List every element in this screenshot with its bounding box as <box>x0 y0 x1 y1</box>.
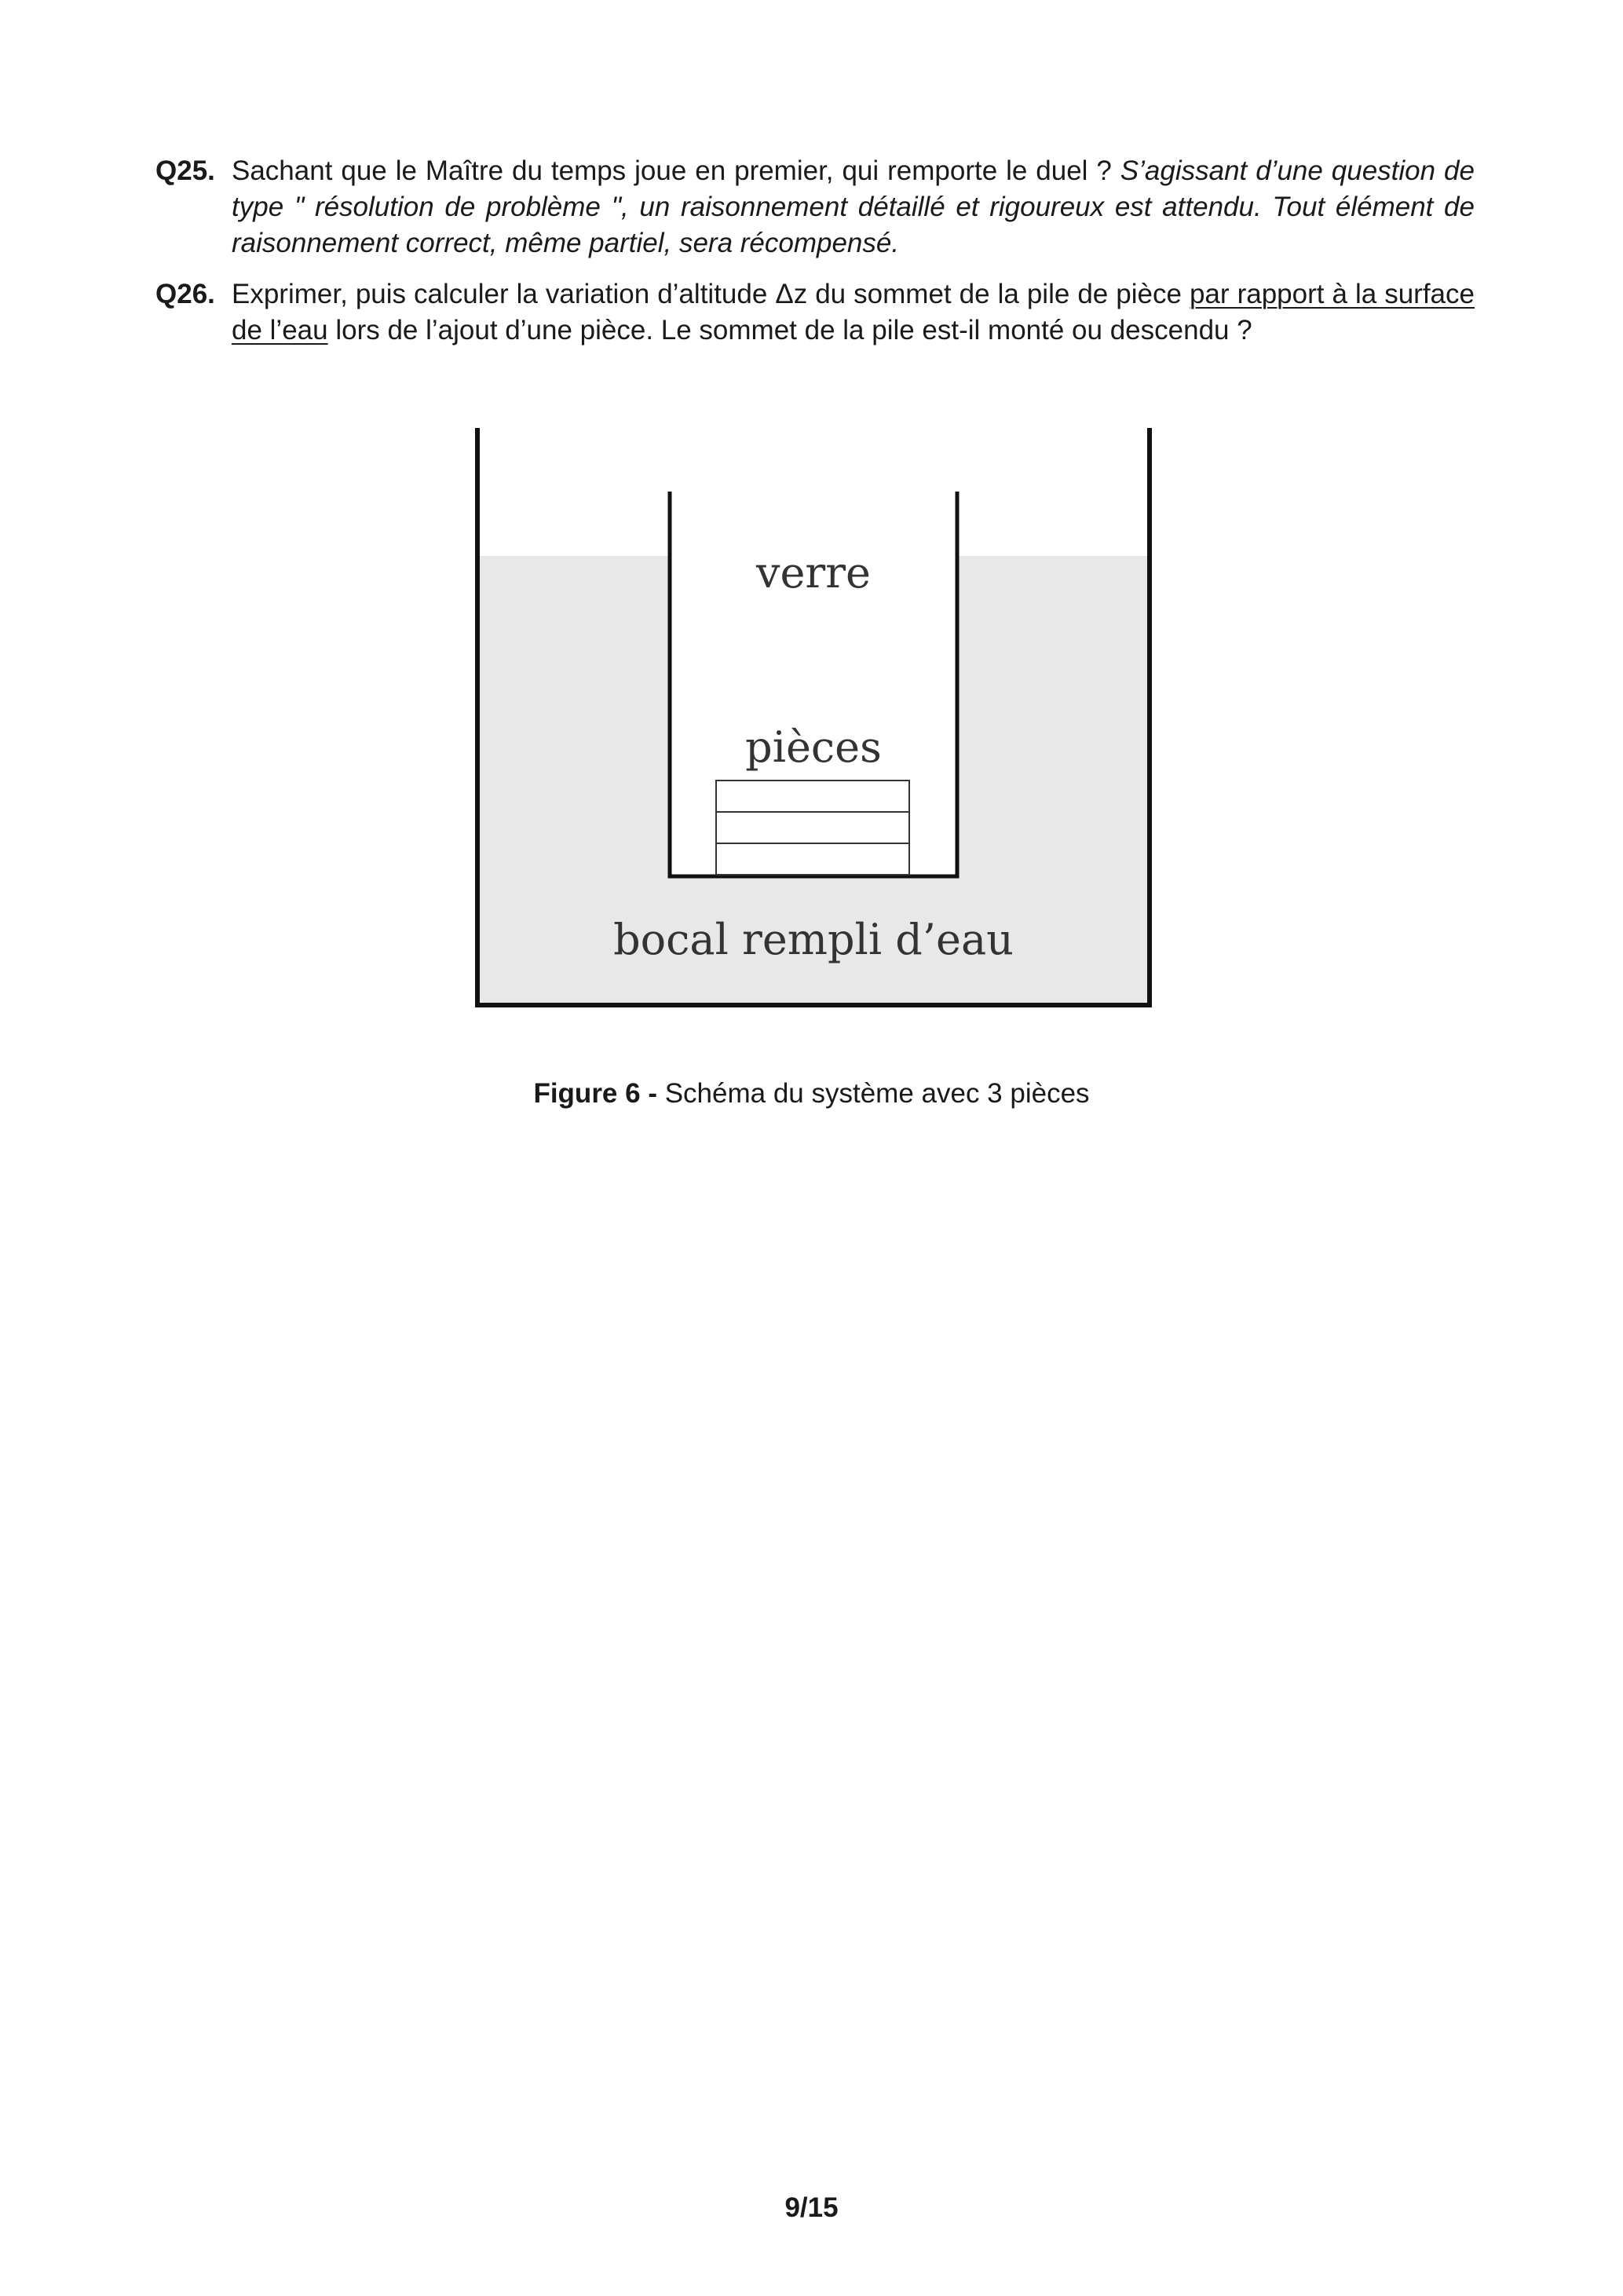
question-statement-end: lors de l’ajout d’une pièce. Le sommet de la pile est-il monté ou descendu ? <box>327 315 1252 345</box>
figure-diagram <box>0 0 1623 1068</box>
caption-prefix: Figure 6 - <box>533 1078 665 1109</box>
question-statement-start: Exprimer, puis calculer la variation d’altitude Δz du sommet de la pile de pièce <box>232 279 1190 309</box>
caption-text: Schéma du système avec 3 pièces <box>664 1078 1090 1109</box>
jar-label: bocal rempli d’eau <box>613 915 1014 964</box>
page-number: 9/15 <box>784 2192 839 2223</box>
question-underlined-phrase: par rapport à la surface de l’eau <box>232 279 1475 345</box>
question-statement: Sachant que le Maître du temps joue en premier, qui remporte le duel ? <box>232 155 1120 186</box>
coin <box>716 843 909 875</box>
coin-stack <box>716 781 909 875</box>
question-instruction: S’agissant d’une question de type " résolution de problème ", un raisonnement détaillé et rigoureux est attendu. Tout élément de raisonnement correct, même partiel, sera récompensé. <box>232 155 1475 258</box>
coin <box>716 781 909 812</box>
figure-caption <box>0 1076 1623 1112</box>
coins-label: pièces <box>745 722 882 772</box>
coin <box>716 812 909 843</box>
question-number: Q26. <box>155 279 215 309</box>
question-number: Q25. <box>155 155 215 186</box>
glass-label: verre <box>755 548 872 598</box>
